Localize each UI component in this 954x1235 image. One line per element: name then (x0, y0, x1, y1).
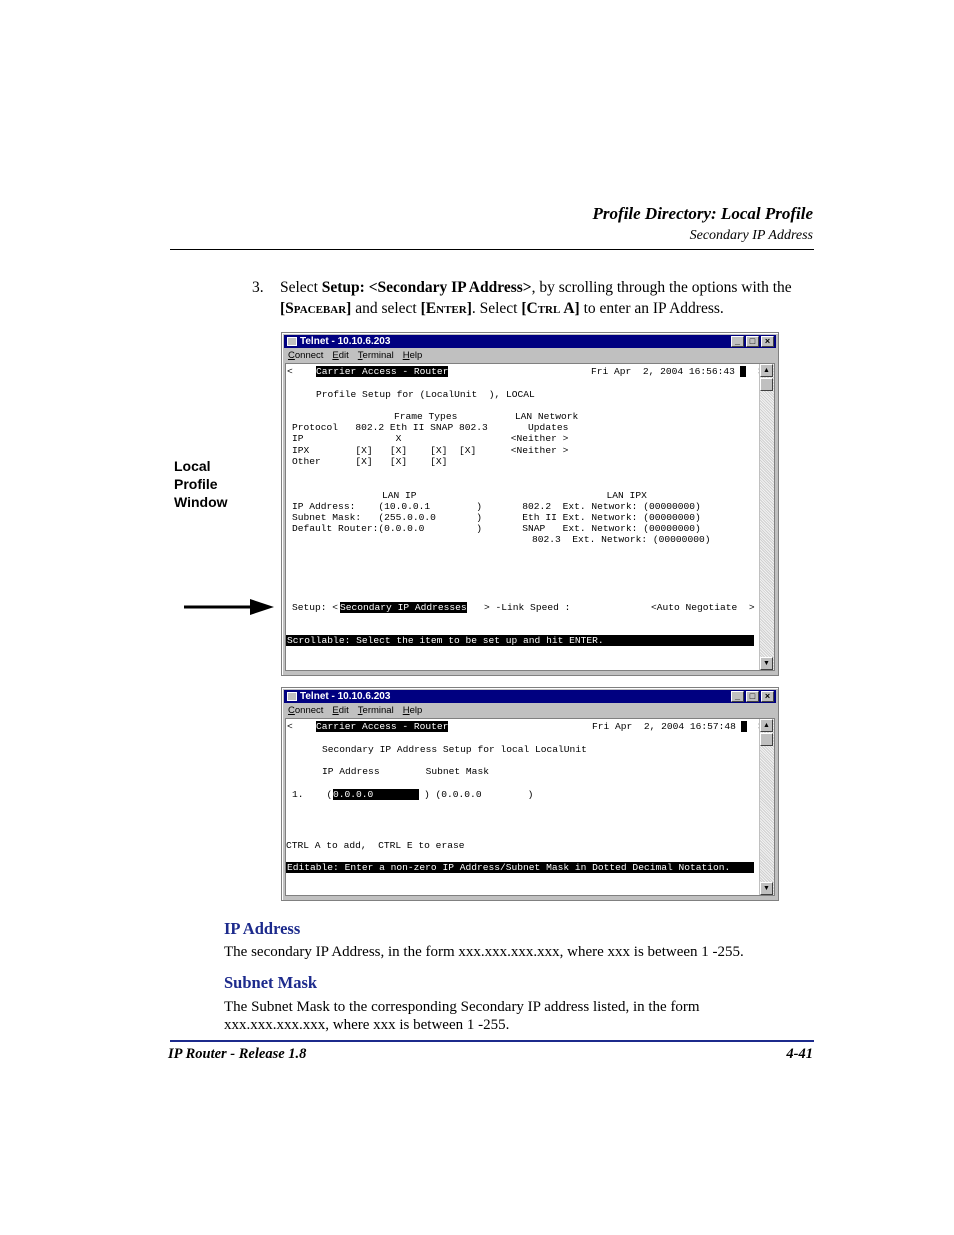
minimize-button[interactable]: _ (731, 691, 744, 702)
terminal-screen[interactable] (285, 718, 775, 896)
local-profile-window-label: Local Profile Window (174, 458, 228, 510)
key-enter: [Enter] (420, 300, 472, 317)
menu-edit[interactable]: Edit (332, 705, 349, 716)
terminal-text: Default Router:(0.0.0.0 ) SNAP Ext. Network: (00000000) (292, 523, 701, 534)
scroll-down-arrow-icon[interactable]: ▼ (760, 882, 773, 895)
terminal-screen[interactable] (285, 363, 775, 671)
menu-edit[interactable]: Edit (332, 350, 349, 361)
step-number: 3. (252, 279, 264, 296)
terminal-text: Setup: < (292, 602, 339, 613)
footer-page-number: 4-41 (786, 1046, 813, 1062)
section-text-subnet-mask: The Subnet Mask to the corresponding Secondary IP address listed, in the form xxx.xxx.xxx.xxx, where xxx is between 1 -255. (224, 999, 700, 1033)
telnet-window-secondary-ip[interactable] (281, 687, 779, 901)
terminal-text: < (287, 366, 293, 377)
menu-connect[interactable]: Connect (288, 705, 324, 716)
terminal-text: 802.3 Ext. Network: (00000000) (532, 534, 711, 545)
step-menu-path: Setup: <Secondary IP Address> (321, 279, 532, 296)
status-line: Scrollable: Select the item to be set up and hit ENTER. (287, 635, 604, 646)
terminal-text: Profile Setup for (LocalUnit ), LOCAL (316, 389, 535, 400)
terminal-text: IP X <Neither > (292, 433, 569, 444)
step-text: and select (351, 300, 421, 317)
key-ctrl-a: [Ctrl A] (521, 300, 580, 317)
router-title-banner: Carrier Access - Router (316, 721, 449, 732)
window-menubar (285, 350, 422, 362)
menu-help[interactable]: Help (402, 350, 423, 361)
scroll-up-arrow-icon[interactable]: ▲ (760, 364, 773, 377)
terminal-text: CTRL A to add, CTRL E to erase (286, 840, 465, 851)
window-title: Telnet - 10.10.6.203 (300, 691, 391, 702)
window-title: Telnet - 10.10.6.203 (300, 336, 391, 347)
scroll-thumb[interactable] (760, 733, 773, 746)
setup-selected-option[interactable]: Secondary IP Addresses (340, 602, 467, 613)
close-button[interactable]: × (761, 691, 774, 702)
footer-product: IP Router - Release 1.8 (168, 1046, 307, 1062)
ip-address-input[interactable]: 0.0.0.0 (333, 789, 420, 800)
page-header-title: Profile Directory: Local Profile (592, 204, 813, 223)
window-menubar (285, 705, 422, 717)
footer-rule (170, 1040, 814, 1042)
terminal-text: Subnet Mask: (255.0.0.0 ) Eth II Ext. Network: (00000000) (292, 512, 701, 523)
section-heading-ip-address: IP Address (224, 919, 301, 938)
terminal-text: Secondary IP Address Setup for local LocalUnit (322, 744, 587, 755)
window-titlebar[interactable] (284, 335, 776, 348)
key-spacebar: [Spacebar] (280, 300, 352, 317)
terminal-text: IPX [X] [X] [X] [X] <Neither > (292, 445, 569, 456)
scroll-up-arrow-icon[interactable]: ▲ (760, 719, 773, 732)
datetime-readout: Fri Apr 2, 2004 16:57:48 (592, 721, 736, 732)
maximize-button[interactable]: □ (746, 691, 759, 702)
telnet-app-icon (287, 337, 297, 346)
telnet-app-icon (287, 692, 297, 701)
menu-connect[interactable]: Connect (288, 350, 324, 361)
page-header-subtitle: Secondary IP Address (689, 228, 813, 243)
menu-help[interactable]: Help (402, 705, 423, 716)
telnet-window-local-profile[interactable] (281, 332, 779, 676)
maximize-button[interactable]: □ (746, 336, 759, 347)
section-text-ip-address: The secondary IP Address, in the form xxx.xxx.xxx.xxx, where xxx is between 1 -255. (224, 944, 744, 960)
window-titlebar[interactable] (284, 690, 776, 703)
terminal-text: Frame Types LAN Network (394, 411, 579, 422)
terminal-text: LAN IP LAN IPX (382, 490, 647, 501)
menu-terminal[interactable]: Terminal (357, 705, 394, 716)
step-3-instruction (252, 277, 814, 319)
terminal-text: IP Address: (10.0.0.1 ) 802.2 Ext. Network: (00000000) (292, 501, 701, 512)
scroll-down-arrow-icon[interactable]: ▼ (760, 657, 773, 670)
step-text: . Select (471, 300, 522, 317)
subnet-mask-field[interactable]: ) (0.0.0.0 ) (424, 789, 534, 800)
scroll-thumb[interactable] (760, 378, 773, 391)
close-button[interactable]: × (761, 336, 774, 347)
terminal-text: Protocol 802.2 Eth II SNAP 802.3 Updates (292, 422, 569, 433)
vertical-scrollbar[interactable] (759, 364, 774, 670)
step-text: Select (280, 279, 322, 296)
header-rule (170, 249, 814, 250)
terminal-text: IP Address Subnet Mask (322, 766, 489, 777)
vertical-scrollbar[interactable] (759, 719, 774, 895)
terminal-text: < (287, 721, 293, 732)
router-title-banner: Carrier Access - Router (316, 366, 449, 377)
menu-terminal[interactable]: Terminal (357, 350, 394, 361)
section-heading-subnet-mask: Subnet Mask (224, 973, 318, 992)
step-text: to enter an IP Address. (579, 300, 724, 317)
step-text: , by scrolling through the options with the (531, 279, 792, 296)
datetime-readout: Fri Apr 2, 2004 16:56:43 (591, 366, 735, 377)
terminal-text: Other [X] [X] [X] (292, 456, 448, 467)
terminal-text: 1. ( (292, 789, 333, 800)
arrow-right-icon (184, 597, 276, 617)
minimize-button[interactable]: _ (731, 336, 744, 347)
status-line: Editable: Enter a non-zero IP Address/Subnet Mask in Dotted Decimal Notation. (287, 862, 731, 873)
terminal-text: > -Link Speed : <Auto Negotiate > (484, 602, 755, 613)
